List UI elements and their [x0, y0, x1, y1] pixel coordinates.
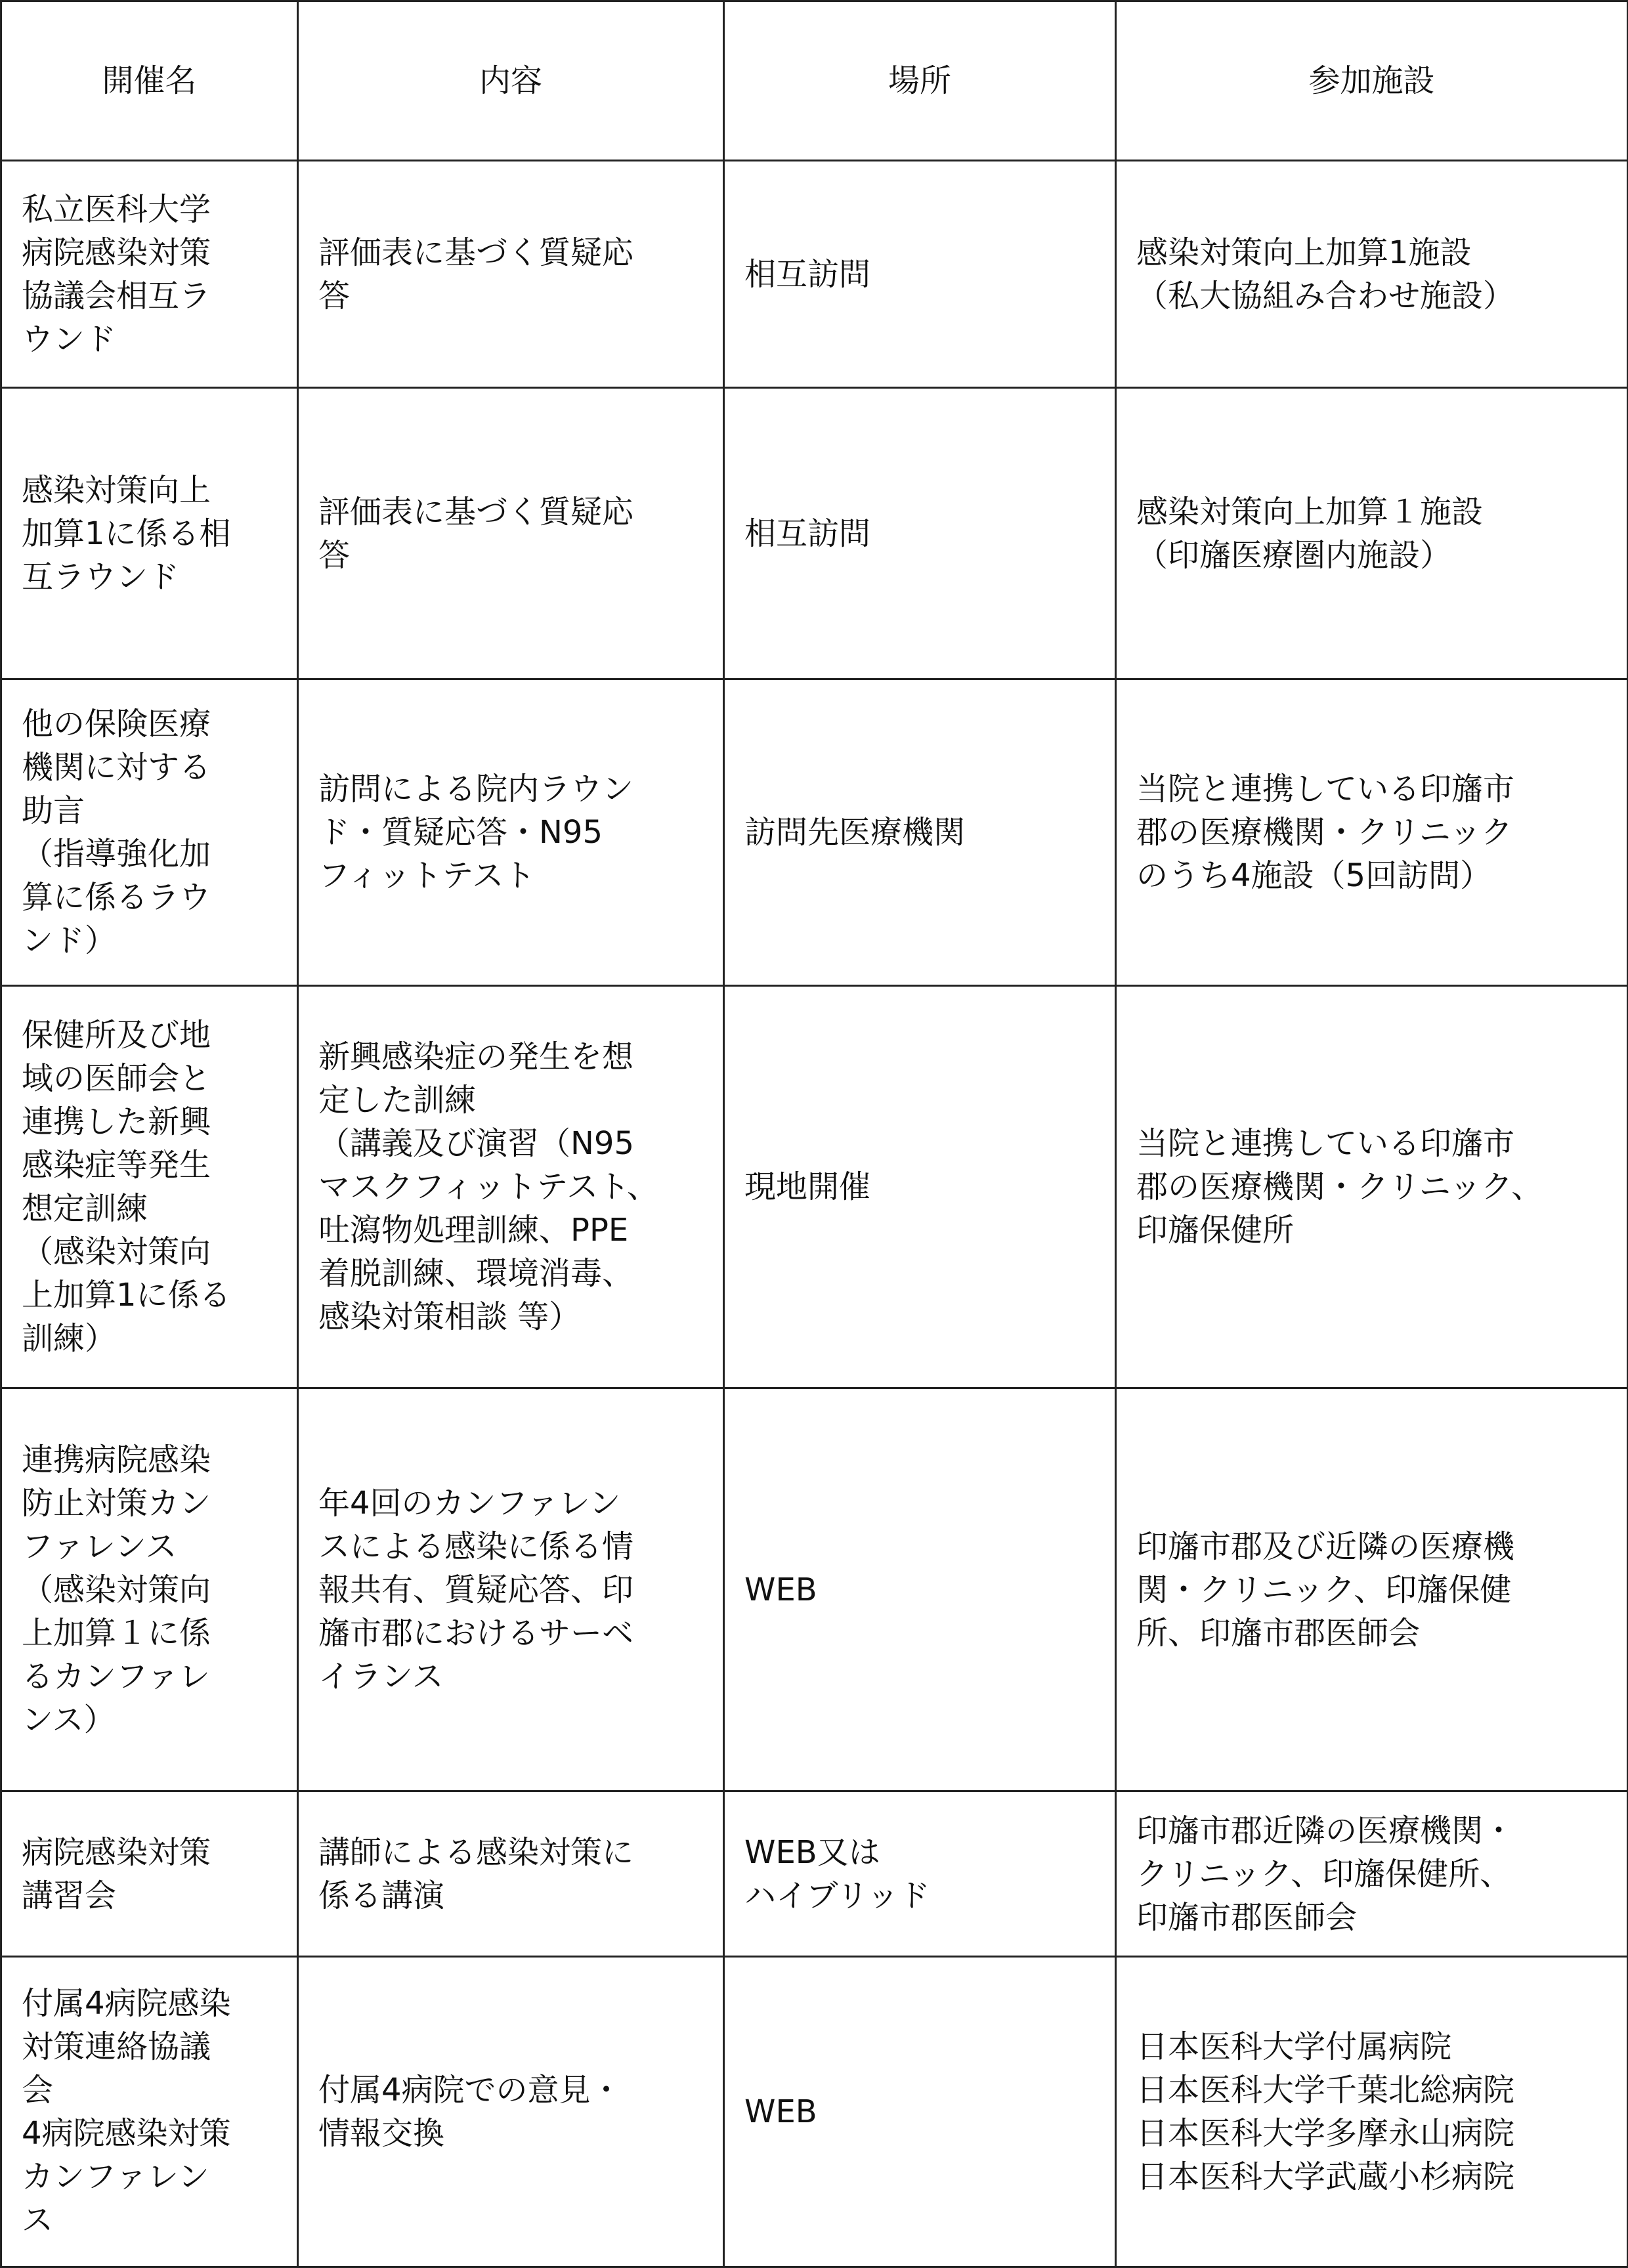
cell-line: 郡の医療機関・クリニック、 [1136, 1168, 1543, 1205]
table-row [1, 986, 1628, 1388]
cell-line: 評価表に基づく質疑応 [318, 234, 634, 271]
cell-line: ンド） [22, 922, 117, 959]
table-row [1, 161, 1628, 388]
header-row [1, 1, 1628, 161]
cell-line: 付属4病院での意見・ [318, 2072, 622, 2108]
table-row [1, 1388, 1628, 1791]
cell-line: 係る講演 [318, 1877, 445, 1914]
cell-line: （指導強化加 [22, 836, 211, 872]
cell-line: 吐瀉物処理訓練、PPE [318, 1212, 629, 1249]
header-name: 開催名 [1, 1, 298, 161]
header-content: 内容 [298, 1, 724, 161]
event-name-cell [1, 986, 298, 1388]
cell-line: 会 [22, 2072, 54, 2108]
cell-line: イランス [318, 1658, 444, 1695]
cell-line: 当院と連携している印旛市 [1136, 1125, 1515, 1162]
cell-line: ド・質疑応答・N95 [318, 814, 603, 851]
cell-line: ウンド [22, 320, 117, 358]
cell-line: 訓練） [22, 1320, 117, 1357]
cell-line: （感染対策向 [22, 1233, 211, 1270]
cell-line: 旛市郡におけるサーベ [318, 1614, 634, 1652]
place-cell [724, 679, 1116, 986]
cell-line: 答 [318, 536, 351, 574]
event-name-cell [1, 161, 298, 388]
cell-line: 相互訪問 [744, 515, 871, 552]
content-cell [298, 679, 724, 986]
cell-line: 情報交換 [318, 2115, 445, 2152]
cell-line: 4病院感染対策 [22, 2115, 231, 2152]
cell-line: マスクフィットテスト、 [318, 1168, 658, 1205]
facilities-cell [1116, 679, 1628, 986]
place-cell [724, 986, 1116, 1388]
cell-line: 防止対策カン [22, 1484, 211, 1522]
cell-line: 他の保険医療 [22, 706, 211, 742]
cell-line: ンス） [22, 1701, 116, 1738]
cell-line: 日本医科大学付属病院 [1136, 2028, 1452, 2065]
cell-line: WEB又は [744, 1833, 880, 1871]
header-place: 場所 [724, 1, 1116, 161]
content-cell [298, 1388, 724, 1791]
cell-line: のうち4施設（5回訪問） [1136, 857, 1492, 894]
cell-line: 郡の医療機関・クリニック [1136, 814, 1513, 851]
table-row [1, 679, 1628, 986]
content-cell [298, 1957, 724, 2267]
cell-line: 互ラウンド [22, 558, 180, 595]
cell-line: 想定訓練 [22, 1190, 148, 1227]
facilities-cell [1116, 1957, 1628, 2267]
cell-line: 日本医科大学多摩永山病院 [1136, 2115, 1515, 2152]
cell-line: 感染対策向上加算１施設 [1136, 493, 1484, 530]
cell-line: 着脱訓練、環境消毒、 [318, 1255, 634, 1292]
cell-line: フィットテスト [318, 857, 536, 894]
cell-line: 相互訪問 [744, 255, 871, 293]
place-cell [724, 1388, 1116, 1791]
cell-line: 病院感染対策 [22, 234, 211, 271]
cell-line: ス [22, 2202, 54, 2238]
cell-line: 新興感染症の発生を想 [318, 1038, 634, 1075]
cell-line: 報共有、質疑応答、印 [318, 1571, 634, 1608]
cell-line: WEB [744, 1571, 817, 1608]
cell-line: クリニック、印旛保健所、 [1136, 1855, 1512, 1893]
event-name-cell [1, 1957, 298, 2267]
cell-line: 付属4病院感染 [22, 1985, 231, 2022]
cell-line: 評価表に基づく質疑応 [318, 493, 634, 530]
facilities-cell [1116, 1388, 1628, 1791]
cell-line: スによる感染に係る情 [318, 1528, 634, 1565]
cell-line: ファレンス [22, 1528, 177, 1565]
content-cell [298, 161, 724, 388]
cell-line: ハイブリッド [744, 1877, 930, 1914]
cell-line: 所、印旛市郡医師会 [1136, 1614, 1421, 1652]
cell-line: 印旛保健所 [1136, 1212, 1295, 1249]
place-cell [724, 161, 1116, 388]
event-name-cell [1, 679, 298, 986]
cell-line: 加算1に係る相 [22, 515, 231, 552]
cell-line: （感染対策向 [22, 1571, 211, 1608]
cell-line: 助言 [22, 792, 85, 829]
cell-line: 協議会相互ラ [22, 277, 211, 314]
cell-line: 感染対策相談 等） [318, 1298, 581, 1335]
cell-line: 定した訓練 [318, 1082, 477, 1119]
cell-line: 答 [318, 277, 351, 314]
cell-line: （講義及び演習（N95 [318, 1125, 634, 1162]
cell-line: 印旛市郡及び近隣の医療機 [1136, 1528, 1515, 1565]
cell-line: 対策連絡協議 [22, 2028, 211, 2065]
cell-line: 訪問による院内ラウン [318, 771, 634, 807]
cell-line: 講習会 [22, 1877, 117, 1914]
cell-line: 講師による感染対策に [318, 1833, 634, 1871]
cell-line: 感染対策向上 [22, 471, 211, 509]
cell-line: 年4回のカンファレン [318, 1484, 621, 1522]
cell-line: 私立医科大学 [22, 190, 211, 228]
cell-line: （印旛医療圏内施設） [1136, 536, 1452, 574]
place-cell [724, 388, 1116, 679]
table-row [1, 1791, 1628, 1957]
place-cell [724, 1957, 1116, 2267]
cell-line: WEB [744, 2093, 817, 2130]
cell-line: （私大協組み合わせ施設） [1136, 277, 1515, 314]
content-cell [298, 1791, 724, 1957]
cell-line: カンファレン [22, 2158, 209, 2195]
event-name-cell [1, 388, 298, 679]
facilities-cell [1116, 1791, 1628, 1957]
cell-line: 上加算１に係 [22, 1614, 211, 1652]
cell-line: 算に係るラウ [22, 879, 211, 916]
table-row [1, 1957, 1628, 2267]
table-row [1, 388, 1628, 679]
cell-line: 日本医科大学千葉北総病院 [1136, 2072, 1515, 2108]
header-facilities: 参加施設 [1116, 1, 1628, 161]
cell-line: 病院感染対策 [22, 1833, 211, 1871]
content-cell [298, 986, 724, 1388]
event-name-cell [1, 1791, 298, 1957]
event-name-cell [1, 1388, 298, 1791]
cell-line: 印旛市郡近隣の医療機関・ [1136, 1812, 1515, 1849]
cell-line: 関・クリニック、印旛保健 [1136, 1571, 1512, 1608]
cell-line: 訪問先医療機関 [744, 814, 966, 851]
cell-line: 連携病院感染 [22, 1441, 211, 1478]
cell-line: 域の医師会と [22, 1060, 211, 1097]
cell-line: 感染症等発生 [22, 1147, 211, 1184]
cell-line: 日本医科大学武蔵小杉病院 [1136, 2158, 1515, 2195]
facilities-cell [1116, 986, 1628, 1388]
cell-line: 現地開催 [744, 1168, 871, 1205]
cell-line: 感染対策向上加算1施設 [1136, 234, 1472, 271]
facilities-cell [1116, 161, 1628, 388]
cell-line: 印旛市郡医師会 [1136, 1898, 1358, 1936]
content-cell [298, 388, 724, 679]
cell-line: 連携した新興 [22, 1103, 211, 1140]
cell-line: 当院と連携している印旛市 [1136, 771, 1515, 807]
cell-line: るカンファレ [22, 1658, 211, 1695]
cell-line: 保健所及び地 [22, 1017, 211, 1054]
cell-line: 機関に対する [22, 749, 211, 786]
place-cell [724, 1791, 1116, 1957]
facilities-cell [1116, 388, 1628, 679]
cell-line: 上加算1に係る [22, 1277, 231, 1314]
